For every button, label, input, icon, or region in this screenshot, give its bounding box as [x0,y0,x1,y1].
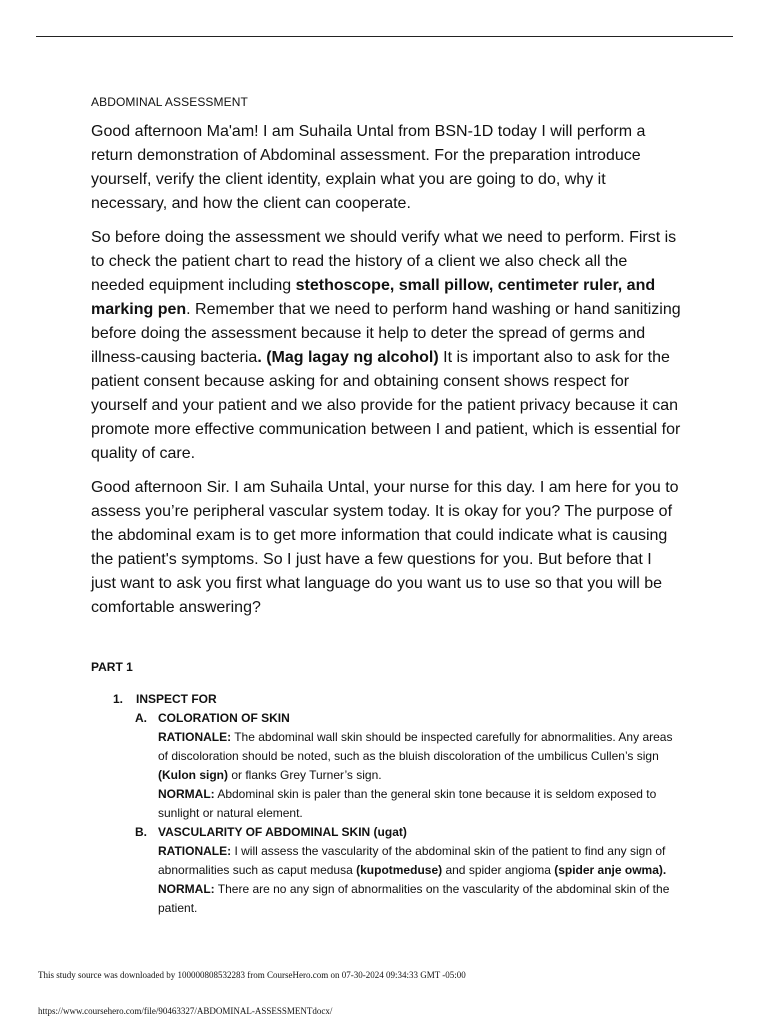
sublist-letter: A. [135,711,147,725]
download-notice: This study source was downloaded by 100000808532283 from CourseHero.com on 07-30-2024 09:34:33 GMT -05:00 [38,970,466,980]
intro-paragraph: Good afternoon Ma'am! I am Suhaila Untal from BSN-1D today I will perform a return demonstration of Abdominal assessment. For the preparation introduce yourself, verify the client identity, explain what you are going to do, why it necessary, and how the client can cooperate. [91,123,646,212]
coloration-normal [91,785,681,823]
sublist-item-vascularity [91,823,681,842]
list-label: INSPECT FOR [136,692,217,706]
prep-text-1: So before doing the assessment we should verify what we need to perform. First is to check the patient chart to read the history of a client we also check all the needed equipment including [91,229,677,294]
rationale-text: The abdominal wall skin should be inspected carefully for abnormalities. Any areas of discoloration should be noted, such as the bluish discoloration of the umbilicus Cullen’s sign [158,730,673,763]
normal-label: NORMAL: [158,787,215,801]
part-heading: PART 1 [91,660,133,674]
vascularity-rationale [91,842,681,880]
document-body [91,94,681,918]
rationale-label: RATIONALE: [158,730,232,744]
sublist-label: COLORATION OF SKIN [158,711,290,725]
kupotmeduse-bold: (kupotmeduse) [356,863,443,877]
prep-alcohol-bold: . (Mag lagay ng alcohol) [257,349,439,366]
prep-text-3: It is important also to ask for the patient consent because asking for and obtaining consent shows respect for yourself and your patient and we also provide for the patient privacy because it can promote more effective communication between I and patient, which is essential for quality of care. [91,349,681,462]
normal-text: Abdominal skin is paler than the general skin tone because it is seldom exposed to sunlight or natural element. [158,787,657,820]
top-rule [36,36,733,37]
sublist-label: VASCULARITY OF ABDOMINAL SKIN (ugat) [158,825,407,839]
rationale-text-mid: and spider angioma [442,863,555,877]
rationale-label: RATIONALE: [158,844,232,858]
normal-label: NORMAL: [158,882,215,896]
source-url: https://www.coursehero.com/file/90463327/ABDOMINAL-ASSESSMENTdocx/ [38,1006,333,1016]
vascularity-normal [91,880,681,918]
document-title: ABDOMINAL ASSESSMENT [91,95,248,109]
prep-text-2: . Remember that we need to perform hand washing or hand sanitizing before doing the assessment because it help to deter the spread of germs and illness-causing bacteria [91,301,681,366]
prep-equipment-bold: stethoscope, small pillow, centimeter ruler, and marking pen [91,277,656,318]
list-item-inspect [91,690,681,709]
greeting-paragraph: Good afternoon Sir. I am Suhaila Untal, your nurse for this day. I am here for you to assess you’re peripheral vascular system today. It is okay for you? The purpose of the abdominal exam is to get more information that could indicate what is causing the patient's symptoms. So I just have a few questions for you. But before that I just want to ask you first what language do you want us to use so that you will be comfortable answering? [91,479,679,616]
preparation-paragraph [91,226,681,466]
sublist-letter: B. [135,825,147,839]
rationale-text-end: or flanks Grey Turner’s sign. [227,768,382,782]
spider-angioma-bold: (spider anje owma). [554,863,667,877]
normal-text: There are no any sign of abnormalities on the vascularity of the abdominal skin of the patient. [158,882,670,915]
sublist-item-coloration [91,709,681,728]
list-number: 1. [113,692,124,706]
rationale-text: I will assess the vascularity of the abdominal skin of the patient to find any sign of abnormalities such as caput medusa [158,844,666,877]
kulon-sign-bold: (Kulon sign) [158,768,228,782]
coloration-rationale [91,728,681,785]
